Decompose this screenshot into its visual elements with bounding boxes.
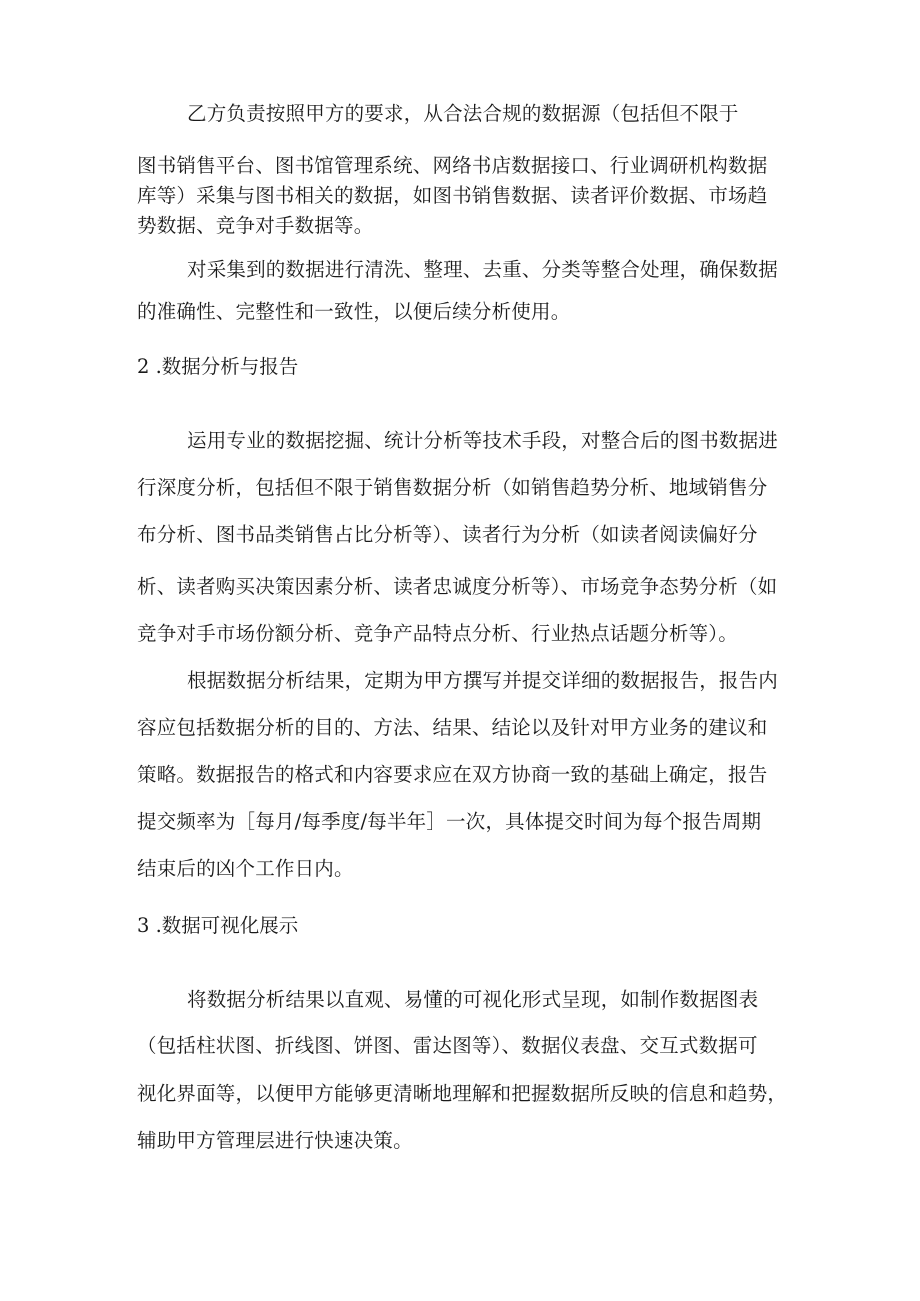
paragraph-line: 结束后的凶个工作日内。: [137, 857, 354, 880]
paragraph-line: 图书销售平台、图书馆管理系统、网络书店数据接口、行业调研机构数据: [137, 154, 768, 177]
paragraph-line: 运用专业的数据挖掘、统计分析等技术手段，对整合后的图书数据进: [187, 429, 779, 452]
paragraph-line: 视化界面等，以便甲方能够更清晰地理解和把握数据所反映的信息和趋势，: [137, 1082, 788, 1105]
paragraph-line: 对采集到的数据进行清洗、整理、去重、分类等整合处理，确保数据: [187, 258, 779, 281]
paragraph-line: 辅助甲方管理层进行快速决策。: [137, 1129, 413, 1152]
paragraph-line: （包括柱状图、折线图、饼图、雷达图等）、数据仪表盘、交互式数据可: [137, 1034, 758, 1057]
paragraph-line: 库等）采集与图书相关的数据，如图书销售数据、读者评价数据、市场趋: [137, 184, 768, 207]
paragraph-line: 策略。数据报告的格式和内容要求应在双方协商一致的基础上确定，报告: [137, 763, 768, 786]
paragraph-line: 乙方负责按照甲方的要求，从合法合规的数据源（包括但不限于: [187, 102, 739, 125]
paragraph-line: 根据数据分析结果，定期为甲方撰写并提交详细的数据报告，报告内: [187, 669, 779, 692]
paragraph-line: 的准确性、完整性和一致性，以便后续分析使用。: [137, 300, 571, 323]
section-heading: 3 .数据可视化展示: [137, 914, 299, 937]
paragraph-line: 提交频率为［每月/每季度/每半年］一次，具体提交时间为每个报告周期: [137, 810, 762, 833]
paragraph-line: 布分析、图书品类销售占比分析等）、读者行为分析（如读者阅读偏好分: [137, 523, 758, 546]
paragraph-line: 行深度分析，包括但不限于销售数据分析（如销售趋势分析、地域销售分: [137, 476, 768, 499]
paragraph-line: 将数据分析结果以直观、易懂的可视化形式呈现，如制作数据图表: [187, 988, 759, 1011]
section-heading: 2 .数据分析与报告: [137, 355, 299, 378]
paragraph-line: 析、读者购买决策因素分析、读者忠诚度分析等）、市场竞争态势分析（如: [137, 575, 778, 598]
paragraph-line: 容应包括数据分析的目的、方法、结果、结论以及针对甲方业务的建议和: [137, 716, 768, 739]
paragraph-line: 势数据、竞争对手数据等。: [137, 214, 374, 237]
paragraph-line: 竞争对手市场份额分析、竞争产品特点分析、行业热点话题分析等）。: [137, 622, 738, 645]
